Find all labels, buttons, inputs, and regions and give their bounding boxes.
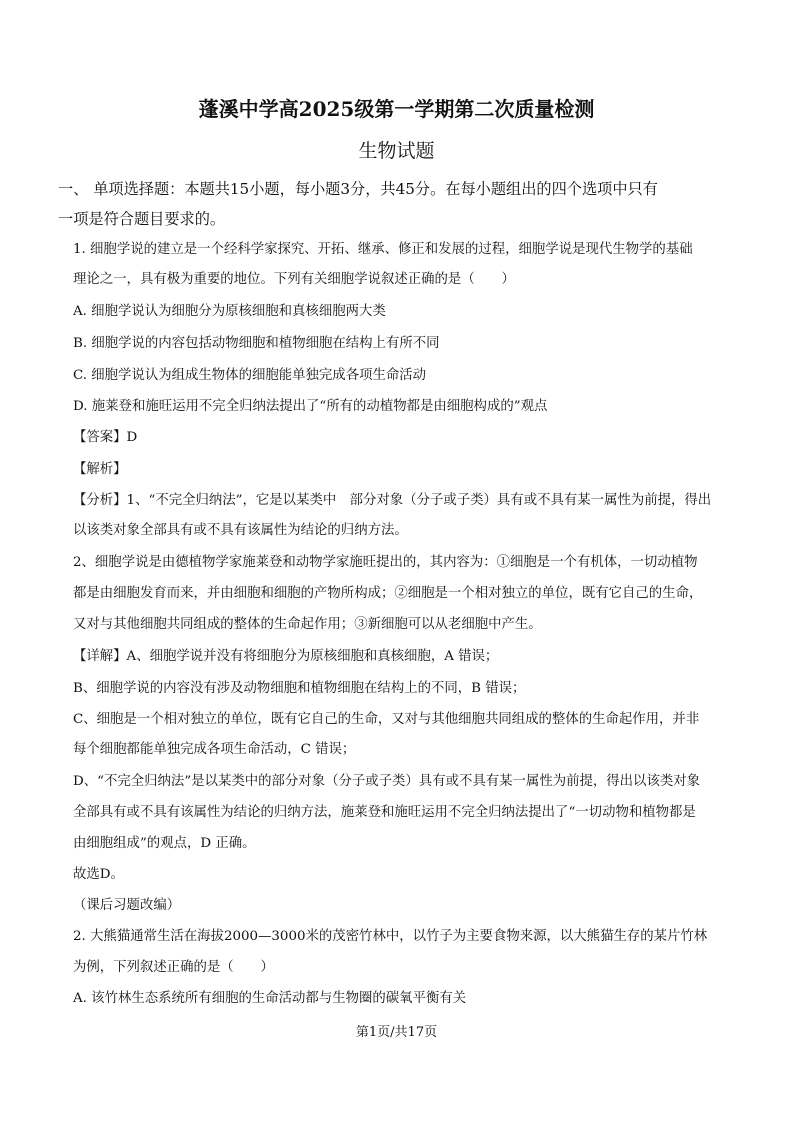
q1-conclusion: 故选D。 bbox=[73, 867, 124, 882]
q1-analysis-line-5: 又对与其他细胞共同组成的整体的生命起作用；③新细胞可以从老细胞中产生。 bbox=[73, 617, 542, 632]
q2-stem-line-2: 为例，下列叙述正确的是（ ） bbox=[73, 960, 274, 975]
page-footer: 第1页/共17页 bbox=[355, 1025, 438, 1040]
q1-analysis-line-2: 以该类对象全部具有或不具有该属性为结论的归纳方法。 bbox=[73, 523, 408, 538]
q1-option-b: B. 细胞学说的内容包括动物细胞和植物细胞在结构上有所不同 bbox=[73, 336, 440, 351]
q1-detail-line-2: B、细胞学说的内容没有涉及动物细胞和植物细胞在结构上的不同，B 错误； bbox=[73, 681, 526, 696]
q1-analysis-label: 【解析】 bbox=[73, 462, 127, 477]
q1-analysis-line-4: 都是由细胞发育而来，并由细胞和细胞的产物所构成；②细胞是一个相对独立的单位，既有它自己的生命， bbox=[73, 586, 703, 601]
q2-source-note: （课后习题改编） bbox=[73, 898, 181, 913]
q2-option-a: A. 该竹林生态系统所有细胞的生命活动都与生物圈的碳氧平衡有关 bbox=[73, 991, 467, 1006]
q1-stem-line-1: 1. 细胞学说的建立是一个经科学家探究、开拓、继承、修正和发展的过程，细胞学说是现代生物学的基础 bbox=[73, 242, 693, 257]
q1-detail-line-7: 由细胞组成”的观点，D 正确。 bbox=[73, 836, 256, 851]
section-heading-line-2: 一项是符合题目要求的。 bbox=[58, 210, 226, 228]
q1-option-a: A. 细胞学说认为细胞分为原核细胞和真核细胞两大类 bbox=[73, 304, 386, 319]
q1-detail-line-4: 每个细胞都能单独完成各项生命活动，C 错误； bbox=[73, 742, 356, 757]
q1-option-d: D. 施莱登和施旺运用不完全归纳法提出了“所有的动植物都是由细胞构成的”观点 bbox=[73, 399, 548, 414]
q1-detail-line-6: 全部具有或不具有该属性为结论的归纳方法，施莱登和施旺运用不完全归纳法提出了“一切动物和植物都是 bbox=[73, 805, 696, 820]
q2-stem-line-1: 2. 大熊猫通常生活在海拔2000—3000米的茂密竹林中，以竹子为主要食物来源，以大熊猫生存的某片竹林 bbox=[73, 929, 708, 944]
q1-option-c: C. 细胞学说认为组成生物体的细胞能单独完成各项生命活动 bbox=[73, 368, 427, 383]
section-heading-line-1: 一、 单项选择题：本题共15小题，每小题3分，共45分。在每小题组出的四个选项中只有 bbox=[58, 180, 658, 198]
q1-analysis-line-3: 2、细胞学说是由德植物学家施莱登和动物学家施旺提出的，其内容为：①细胞是一个有机体，一切动植物 bbox=[73, 555, 698, 570]
q1-detail-line-3: C、细胞是一个相对独立的单位，既有它自己的生命，又对与其他细胞共同组成的整体的生命起作用，并非 bbox=[73, 712, 700, 727]
q1-stem-line-2: 理论之一，具有极为重要的地位。下列有关细胞学说叙述正确的是（ ） bbox=[73, 272, 515, 287]
q1-answer: 【答案】D bbox=[73, 430, 138, 445]
page-title: 蓬溪中学高2025级第一学期第二次质量检测 bbox=[198, 97, 595, 121]
page-subtitle: 生物试题 bbox=[358, 140, 435, 162]
q1-detail-line-1: 【详解】A、细胞学说并没有将细胞分为原核细胞和真核细胞，A 错误； bbox=[73, 649, 499, 664]
q1-detail-line-5: D、“不完全归纳法”是以某类中的部分对象（分子或子类）具有或不具有某一属性为前提，得出以该类对象 bbox=[73, 774, 701, 789]
q1-analysis-line-1: 【分析】1、“不完全归纳法”，它是以某类中 部分对象（分子或子类）具有或不具有某一属性为前提，得出 bbox=[73, 493, 712, 508]
